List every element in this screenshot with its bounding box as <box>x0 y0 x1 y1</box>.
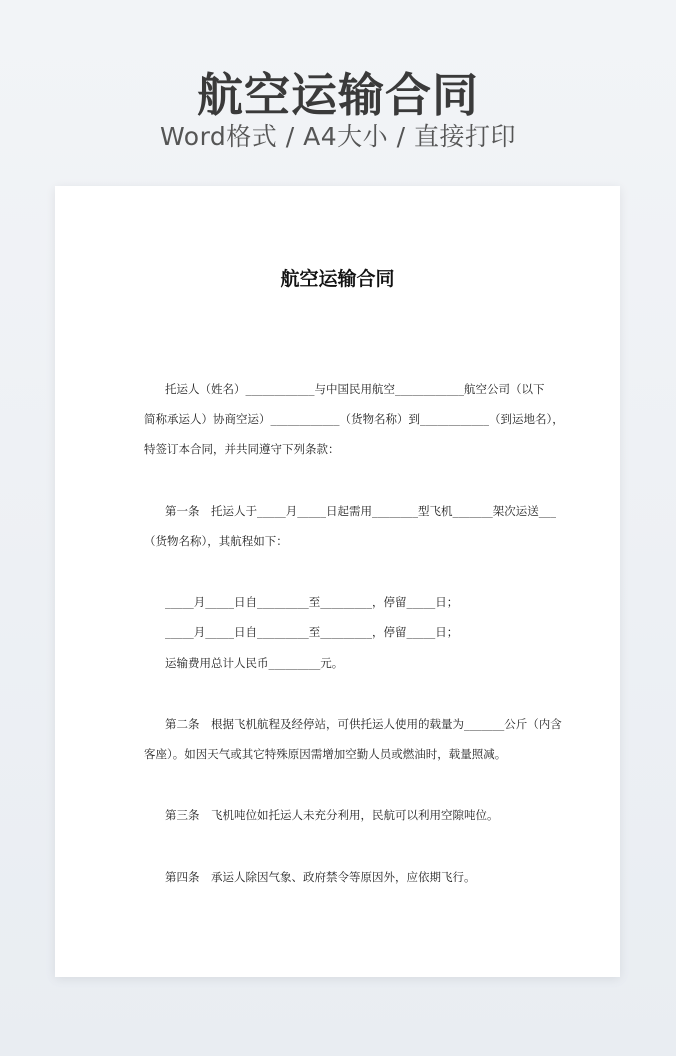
document-page <box>55 186 620 977</box>
banner-subtitle: Word格式 / A4大小 / 直接打印 <box>160 122 516 151</box>
article-2-line: 第二条 根据飞机航程及经停站，可供托运人使用的载量为_______公斤（内含 <box>165 717 562 731</box>
route-line: _____月_____日自_________至_________，停留_____日； <box>165 595 459 609</box>
paragraph-line: 特签订本合同，并共同遵守下列条款： <box>144 442 340 456</box>
article-4-line: 第四条 承运人除因气象、政府禁令等原因外，应依期飞行。 <box>165 870 476 884</box>
route-line: _____月_____日自_________至_________，停留_____日； <box>165 625 459 639</box>
article-3-line: 第三条 飞机吨位如托运人未充分利用，民航可以利用空隙吨位。 <box>165 808 499 822</box>
article-2-line: 客座）。如因天气或其它特殊原因需增加空勤人员或燃油时，载量照减。 <box>144 747 507 761</box>
article-1-line: 第一条 托运人于_____月_____日起需用________型飞机_______架次运送___ <box>165 504 556 518</box>
document-title: 航空运输合同 <box>280 268 395 290</box>
paragraph-line: 托运人（姓名）____________与中国民用航空____________航空公司（以下 <box>165 382 545 396</box>
paragraph-line: 简称承运人）协商空运）____________（货物名称）到____________（到运地名）， <box>144 412 564 426</box>
article-1-line: （货物名称），其航程如下： <box>144 534 288 548</box>
banner-title: 航空运输合同 <box>197 68 479 122</box>
fee-line: 运输费用总计人民币_________元。 <box>165 656 344 670</box>
